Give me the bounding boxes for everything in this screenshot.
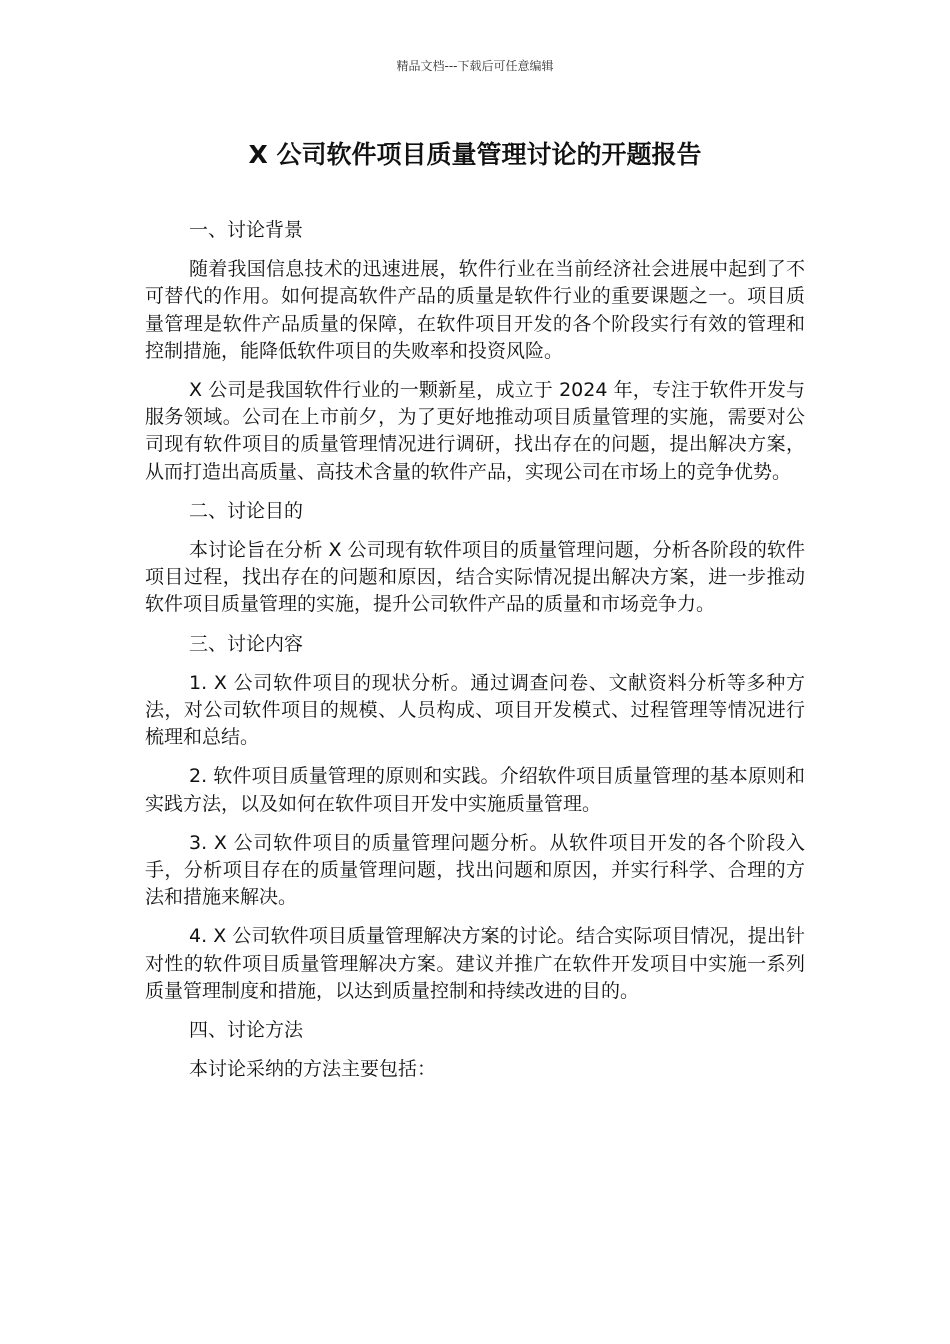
paragraph-purpose: 本讨论旨在分析 X 公司现有软件项目的质量管理问题，分析各阶段的软件项目过程，找出存在的问题和原因，结合实际情况提出解决方案，进一步推动软件项目质量管理的实施，提升公司软件产品的质量和市场竞争力。 (145, 539, 805, 616)
section-heading-content: 三、讨论内容 (189, 632, 304, 655)
content-item-3: 3. X 公司软件项目的质量管理问题分析。从软件项目开发的各个阶段入手，分析项目存在的质量管理问题，找出问题和原因，并实行科学、合理的方法和措施来解决。 (145, 831, 805, 909)
document-title: X 公司软件项目质量管理讨论的开题报告 (248, 140, 702, 169)
content-item-1: 1. X 公司软件项目的现状分析。通过调查问卷、文献资料分析等多种方法，对公司软件项目的规模、人员构成、项目开发模式、过程管理等情况进行梳理和总结。 (145, 671, 805, 749)
header-note: 精品文档---下载后可任意编辑 (396, 59, 554, 73)
section-heading-purpose: 二、讨论目的 (189, 499, 304, 522)
content-item-4: 4. X 公司软件项目质量管理解决方案的讨论。结合实际项目情况，提出针对性的软件项目质量管理解决方案。建议并推广在软件开发项目中实施一系列质量管理制度和措施，以达到质量控制和持续改进的目的。 (145, 925, 805, 1002)
paragraph-method: 本讨论采纳的方法主要包括： (189, 1058, 437, 1081)
paragraph-background-1: 随着我国信息技术的迅速进展，软件行业在当前经济社会进展中起到了不可替代的作用。如何提高软件产品的质量是软件行业的重要课题之一。项目质量管理是软件产品质量的保障，在软件项目开发的各个阶段实行有效的管理和控制措施，能降低软件项目的失败率和投资风险。 (145, 258, 805, 362)
section-heading-method: 四、讨论方法 (189, 1019, 304, 1042)
section-heading-background: 一、讨论背景 (189, 219, 304, 241)
paragraph-background-2: X 公司是我国软件行业的一颗新星，成立于 2024 年，专注于软件开发与服务领域。公司在上市前夕，为了更好地推动项目质量管理的实施，需要对公司现有软件项目的质量管理情况进行调研，找出存在的问题，提出解决方案，从而打造出高质量、高技术含量的软件产品，实现公司在市场上的竞争优势。 (145, 379, 805, 483)
document-body (145, 217, 805, 1095)
content-item-2: 2. 软件项目质量管理的原则和实践。介绍软件项目质量管理的基本原则和实践方法，以及如何在软件项目开发中实施质量管理。 (145, 765, 805, 815)
